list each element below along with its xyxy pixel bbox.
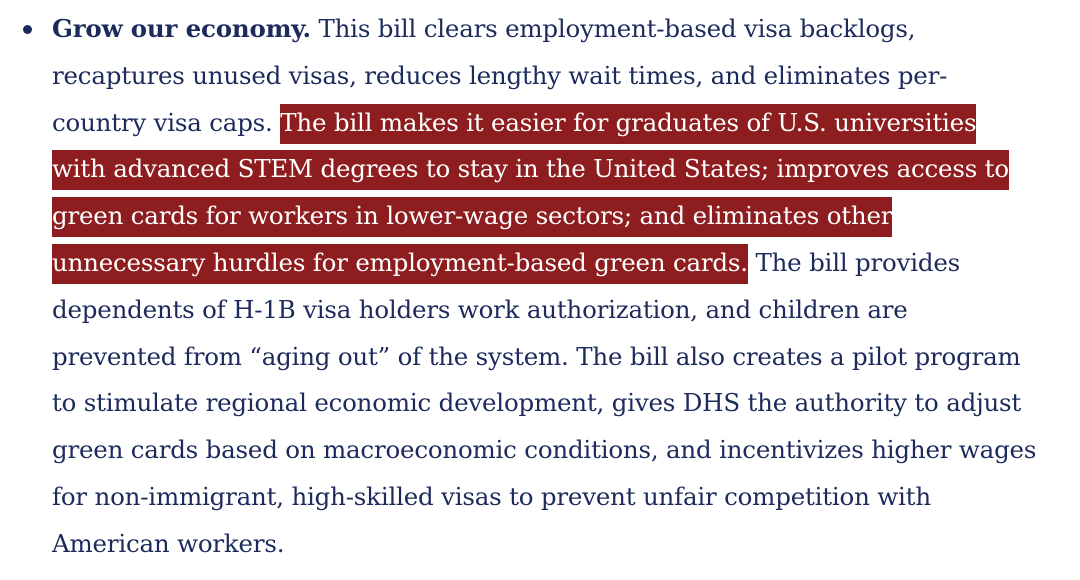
- bullet-dot-icon: [23, 25, 32, 34]
- bullet-lead-heading: Grow our economy.: [52, 14, 311, 43]
- bullet-text-after-highlight: The bill provides dependents of H-1B visa holders work authorization, and children are prevented from “aging out” of the system. The bill also creates a pilot program to stimulate regional economic development, gives DHS the authority to adjust green cards based on macroeconomic conditions, and incentivizes higher wages for non-immigrant, high-skilled visas to prevent unfair competition with American workers.: [52, 247, 1037, 558]
- bullet-text-before-highlight: This bill clears employment-based visa backlogs, recaptures unused visas, reduces lengthy wait times, and eliminates per-country visa caps.: [52, 14, 948, 137]
- bullet-item-grow-economy: [52, 6, 1037, 568]
- highlighted-passage: The bill makes it easier for graduates of U.S. universities with advanced STEM degrees to stay in the United States; improves access to green cards for workers in lower-wage sectors; and eliminates other unnecessary hurdles for employment-based green cards.: [52, 104, 1009, 284]
